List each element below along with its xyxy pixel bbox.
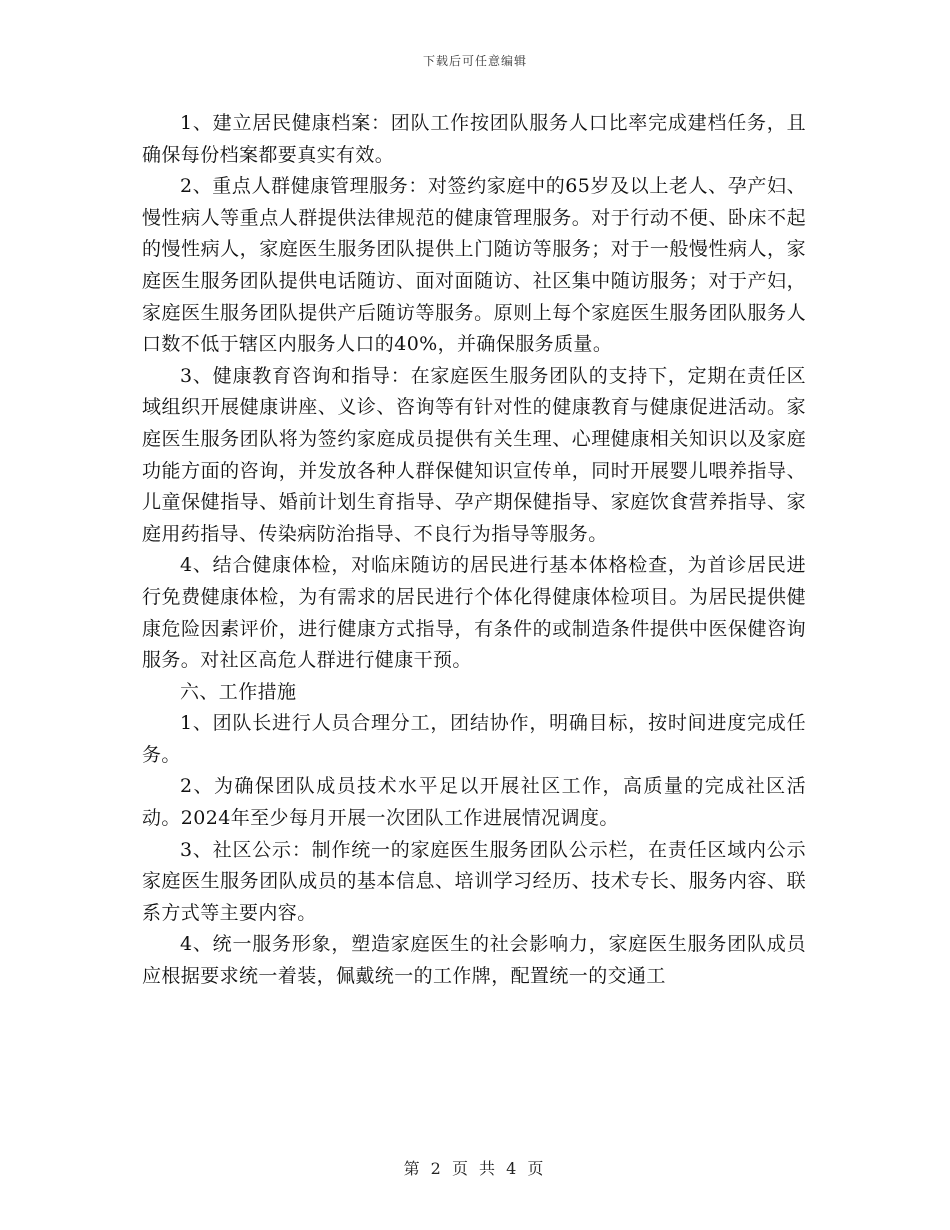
page-header-note: 下载后可任意编辑: [422, 54, 527, 68]
page-number-footer: 第 2 页 共 4 页: [403, 1159, 547, 1178]
paragraph-6: 1、团队长进行人员合理分工，团结协作，明确目标，按时间进度完成任务。: [142, 712, 806, 766]
paragraph-9: 4、统一服务形象，塑造家庭医生的社会影响力，家庭医生服务团队成员应根据要求统一着装，佩戴统一的工作牌，配置统一的交通工: [142, 933, 806, 988]
section-heading-work-measures: 六、工作措施: [180, 680, 297, 703]
paragraph-4: 4、结合健康体检，对临床随访的居民进行基本体格检查，为首诊居民进行免费健康体检，为有需求的居民进行个体化得健康体检项目。为居民提供健康危险因素评价，进行健康方式指导，有条件的或制造条件提供中医保健咨询服务。对社区高危人群进行健康干预。: [142, 554, 806, 672]
paragraph-3: 3、健康教育咨询和指导：在家庭医生服务团队的支持下，定期在责任区域组织开展健康讲座、义诊、咨询等有针对性的健康教育与健康促进活动。家庭医生服务团队将为签约家庭成员提供有关生理、心理健康相关知识以及家庭功能方面的咨询，并发放各种人群保健知识宣传单，同时开展婴儿喂养指导、儿童保健指导、婚前计划生育指导、孕产期保健指导、家庭饮食营养指导、家庭用药指导、传染病防治指导、不良行为指导等服务。: [142, 364, 806, 545]
document-body: [142, 108, 806, 993]
paragraph-7: 2、为确保团队成员技术水平足以开展社区工作，高质量的完成社区活动。2024年至少每月开展一次团队工作进展情况调度。: [142, 775, 806, 830]
paragraph-8: 3、社区公示：制作统一的家庭医生服务团队公示栏，在责任区域内公示家庭医生服务团队成员的基本信息、培训学习经历、技术专长、服务内容、联系方式等主要内容。: [142, 838, 806, 924]
paragraph-1: 1、建立居民健康档案：团队工作按团队服务人口比率完成建档任务，且确保每份档案都要真实有效。: [142, 112, 806, 166]
paragraph-2: 2、重点人群健康管理服务：对签约家庭中的65岁及以上老人、孕产妇、慢性病人等重点人群提供法律规范的健康管理服务。对于行动不便、卧床不起的慢性病人，家庭医生服务团队提供上门随访等服务；对于一般慢性病人，家庭医生服务团队提供电话随访、面对面随访、社区集中随访服务；对于产妇，家庭医生服务团队提供产后随访等服务。原则上每个家庭医生服务团队服务人口数不低于辖区内服务人口的40%，并确保服务质量。: [142, 175, 806, 356]
